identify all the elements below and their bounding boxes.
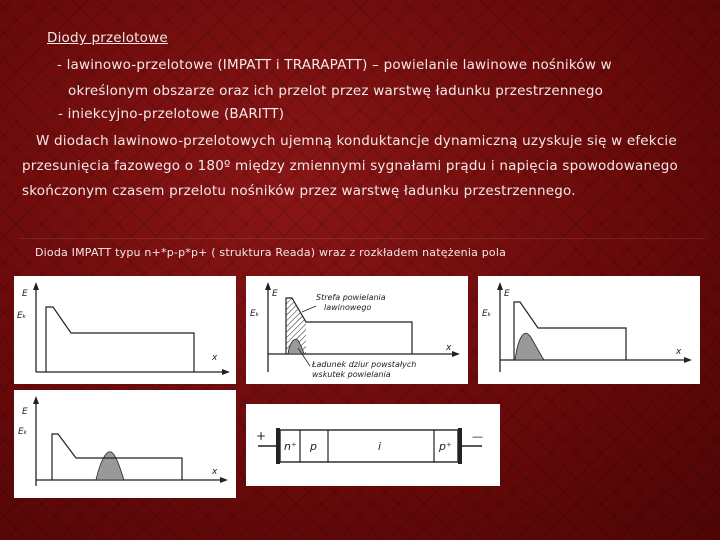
annotation-ladunek-2: wskutek powielania	[312, 370, 391, 379]
figure-caption: Dioda IMPATT typu n+*p-p*p+ ( struktura Reada) wraz z rozkładem natężenia pola	[35, 246, 507, 259]
field-profile-line	[46, 307, 194, 372]
diode-structure-figure	[246, 404, 500, 486]
field-distribution-figure-4	[14, 390, 236, 498]
field-distribution-figure-2	[246, 276, 468, 384]
annotation-strefa-1: Strefa powielania	[316, 293, 386, 302]
axis-label-ek: Eₖ	[17, 311, 27, 321]
axis-label-e: E	[272, 289, 278, 299]
paragraph-line-1: W diodach lawinowo-przelotowych ujemną konduktancje dynamiczną uzyskuje się w efekcie	[36, 133, 677, 149]
divider	[20, 238, 705, 239]
axis-label-e: E	[504, 289, 510, 299]
axis-label-x: x	[676, 347, 682, 357]
region-p-plus: p⁺	[439, 440, 452, 453]
axis-label-x: x	[212, 353, 218, 363]
terminal-plus: +	[256, 429, 267, 443]
axis-label-ek: Eₖ	[482, 309, 492, 319]
annotation-ladunek-1: Ładunek dziur powstałych	[312, 360, 417, 369]
field-distribution-figure-1	[14, 276, 236, 384]
text-line-impatt: - lawinowo-przelotowe (IMPATT i TRARAPATT) – powielanie lawinowe nośników w	[57, 57, 612, 73]
region-i: i	[378, 440, 382, 453]
text-line-baritt: - iniekcyjno-przelotowe (BARITT)	[58, 106, 285, 122]
field-distribution-figure-3	[478, 276, 700, 384]
region-p: p	[310, 440, 317, 453]
axis-label-x: x	[446, 343, 452, 353]
axis-label-ek: Eₖ	[250, 309, 260, 319]
annotation-strefa-2: lawinowego	[324, 303, 372, 312]
hole-charge-bump	[96, 452, 124, 480]
slide-title: Diody przelotowe	[47, 30, 168, 46]
hole-charge-bump	[515, 333, 544, 360]
axis-label-ek: Eₖ	[18, 427, 28, 437]
axis-label-e: E	[22, 407, 28, 417]
paragraph-line-2: przesunięcia fazowego o 180º między zmiennymi sygnałami prądu i napięcia spowodowanego	[22, 158, 678, 174]
axis-label-e: E	[22, 289, 28, 299]
paragraph-line-3: skończonym czasem przelotu nośników przez warstwę ładunku przestrzennego.	[22, 183, 576, 199]
terminal-minus: —	[472, 430, 483, 443]
region-n-plus: n⁺	[284, 440, 297, 453]
text-line-continuation: określonym obszarze oraz ich przelot przez warstwę ładunku przestrzennego	[68, 83, 604, 99]
axis-label-x: x	[212, 467, 218, 477]
